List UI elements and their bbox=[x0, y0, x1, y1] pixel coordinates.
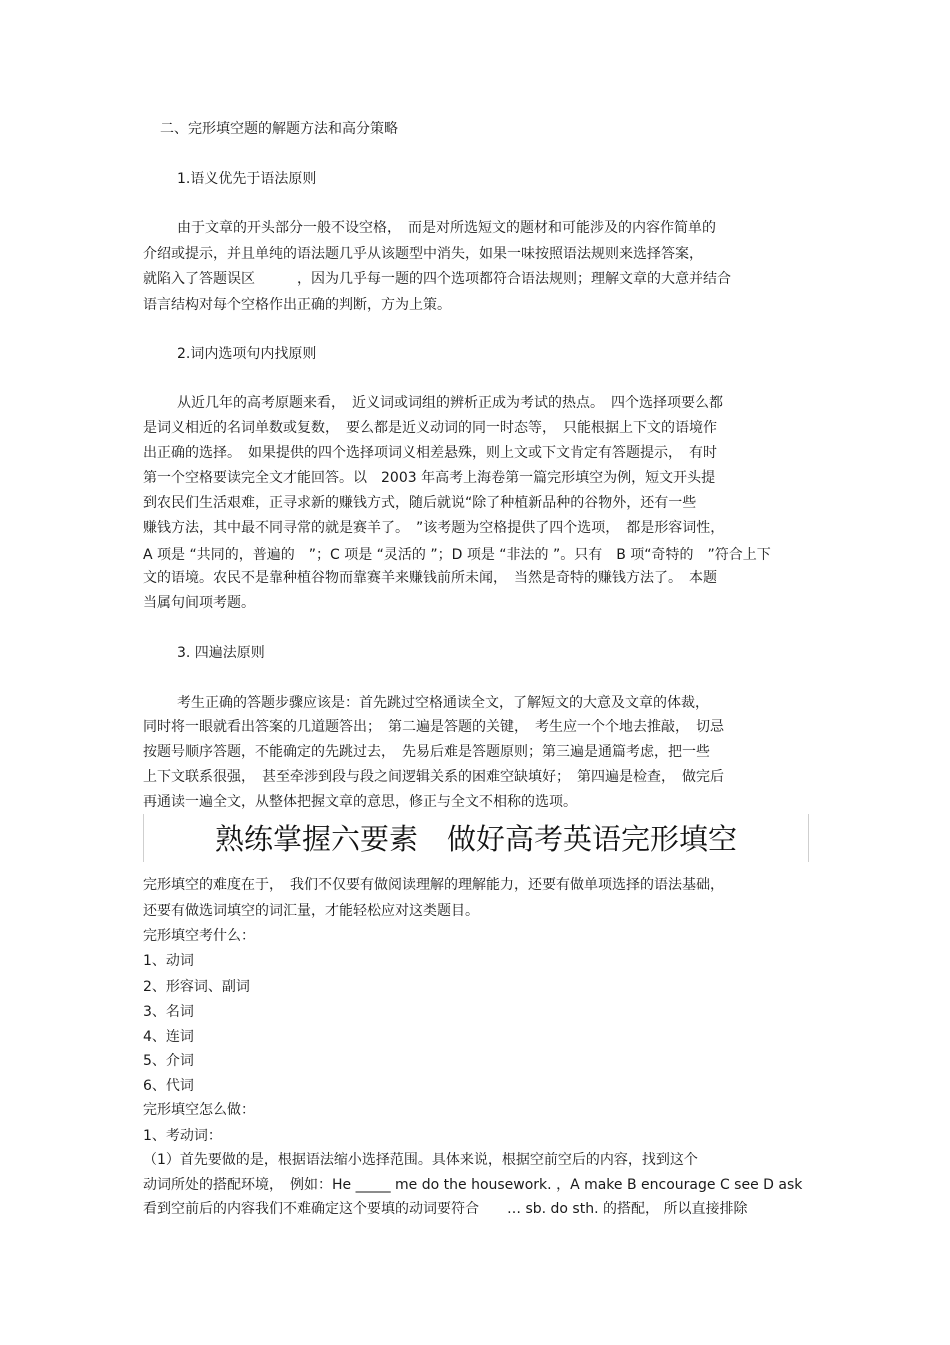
what-heading: 完形填空考什么： bbox=[143, 928, 255, 944]
how-heading: 完形填空怎么做： bbox=[143, 1102, 255, 1118]
principle-1-line: 由于文章的开头部分一般不设空格， 而是对所选短文的题材和可能涉及的内容作简单的 bbox=[177, 220, 716, 236]
principle-3-title: 3. 四遍法原则 bbox=[177, 645, 265, 661]
principle-2-line: 文的语境。农民不是靠种植谷物而靠赛羊来赚钱前所未闻， 当然是奇特的赚钱方法了。 本题 bbox=[143, 570, 717, 586]
list-item: 6、代词 bbox=[143, 1078, 194, 1094]
how-line: （1）首先要做的是，根据语法缩小选择范围。具体来说，根据空前空后的内容，找到这个 bbox=[143, 1152, 698, 1168]
list-item: 2、形容词、副词 bbox=[143, 979, 250, 995]
principle-3-line: 按题号顺序答题，不能确定的先跳过去， 先易后难是答题原则；第三遍是通篇考虑，把一些 bbox=[143, 744, 710, 760]
title-box bbox=[143, 814, 809, 862]
principle-3-line: 上下文联系很强， 甚至牵涉到段与段之间逻辑关系的困难空缺填好； 第四遍是检查， 做完后 bbox=[143, 769, 724, 785]
principle-2-title: 2.词内选项句内找原则 bbox=[177, 346, 317, 362]
principle-3-line: 考生正确的答题步骤应该是：首先跳过空格通读全文，了解短文的大意及文章的体裁， bbox=[177, 695, 709, 711]
how-item: 1、考动词： bbox=[143, 1128, 222, 1144]
principle-2-line: A 项是 “共同的，普遍的 ”；C 项是 “灵活的 ”；D 项是 “非法的 ”。只有 B 项“奇特的 ”符合上下 bbox=[143, 547, 771, 563]
section-heading: 二、完形填空题的解题方法和高分策略 bbox=[160, 121, 398, 137]
list-item: 3、名词 bbox=[143, 1004, 194, 1020]
principle-2-line: 出正确的选择。 如果提供的四个选择项词义相差悬殊，则上文或下文肯定有答题提示， 有时 bbox=[143, 445, 717, 461]
principle-1-line: 语言结构对每个空格作出正确的判断，方为上策。 bbox=[143, 297, 451, 313]
principle-1-title: 1.语义优先于语法原则 bbox=[177, 171, 317, 187]
how-line: 动词所处的搭配环境， 例如：He _____ me do the housework. ，A make B encourage C see D ask bbox=[143, 1177, 803, 1193]
list-item: 5、介词 bbox=[143, 1053, 194, 1069]
main-title: 熟练掌握六要素 做好高考英语完形填空 bbox=[214, 822, 737, 856]
principle-2-line: 从近几年的高考原题来看， 近义词或词组的辨析正成为考试的热点。 四个选择项要么都 bbox=[177, 395, 723, 411]
intro-line: 完形填空的难度在于， 我们不仅要有做阅读理解的理解能力，还要有做单项选择的语法基础， bbox=[143, 877, 724, 893]
principle-1-line: 就陷入了答题误区 ，因为几乎每一题的四个选项都符合语法规则；理解文章的大意并结合 bbox=[143, 271, 731, 287]
intro-line: 还要有做选词填空的词汇量，才能轻松应对这类题目。 bbox=[143, 903, 479, 919]
principle-3-line: 同时将一眼就看出答案的几道题答出； 第二遍是答题的关键， 考生应一个个地去推敲， 切忌 bbox=[143, 719, 724, 735]
principle-3-line: 再通读一遍全文，从整体把握文章的意思，修正与全文不相称的选项。 bbox=[143, 794, 577, 810]
how-line: 看到空前后的内容我们不难确定这个要填的动词要符合 … sb. do sth. 的搭配， 所以直接排除 bbox=[143, 1201, 748, 1217]
principle-1-line: 介绍或提示，并且单纯的语法题几乎从该题型中消失，如果一味按照语法规则来选择答案， bbox=[143, 246, 703, 262]
list-item: 4、连词 bbox=[143, 1029, 194, 1045]
list-item: 1、动词 bbox=[143, 953, 194, 969]
principle-2-line: 第一个空格要读完全文才能回答。以 2003 年高考上海卷第一篇完形填空为例，短文开头提 bbox=[143, 470, 716, 486]
principle-2-line: 是词义相近的名词单数或复数， 要么都是近义动词的同一时态等， 只能根据上下文的语境作 bbox=[143, 420, 717, 436]
principle-2-line: 到农民们生活艰难，正寻求新的赚钱方式，随后就说“除了种植新品种的谷物外，还有一些 bbox=[143, 495, 697, 511]
principle-2-line: 赚钱方法，其中最不同寻常的就是赛羊了。 ”该考题为空格提供了四个选项， 都是形容词性， bbox=[143, 520, 725, 536]
principle-2-line: 当属句间项考题。 bbox=[143, 595, 255, 611]
